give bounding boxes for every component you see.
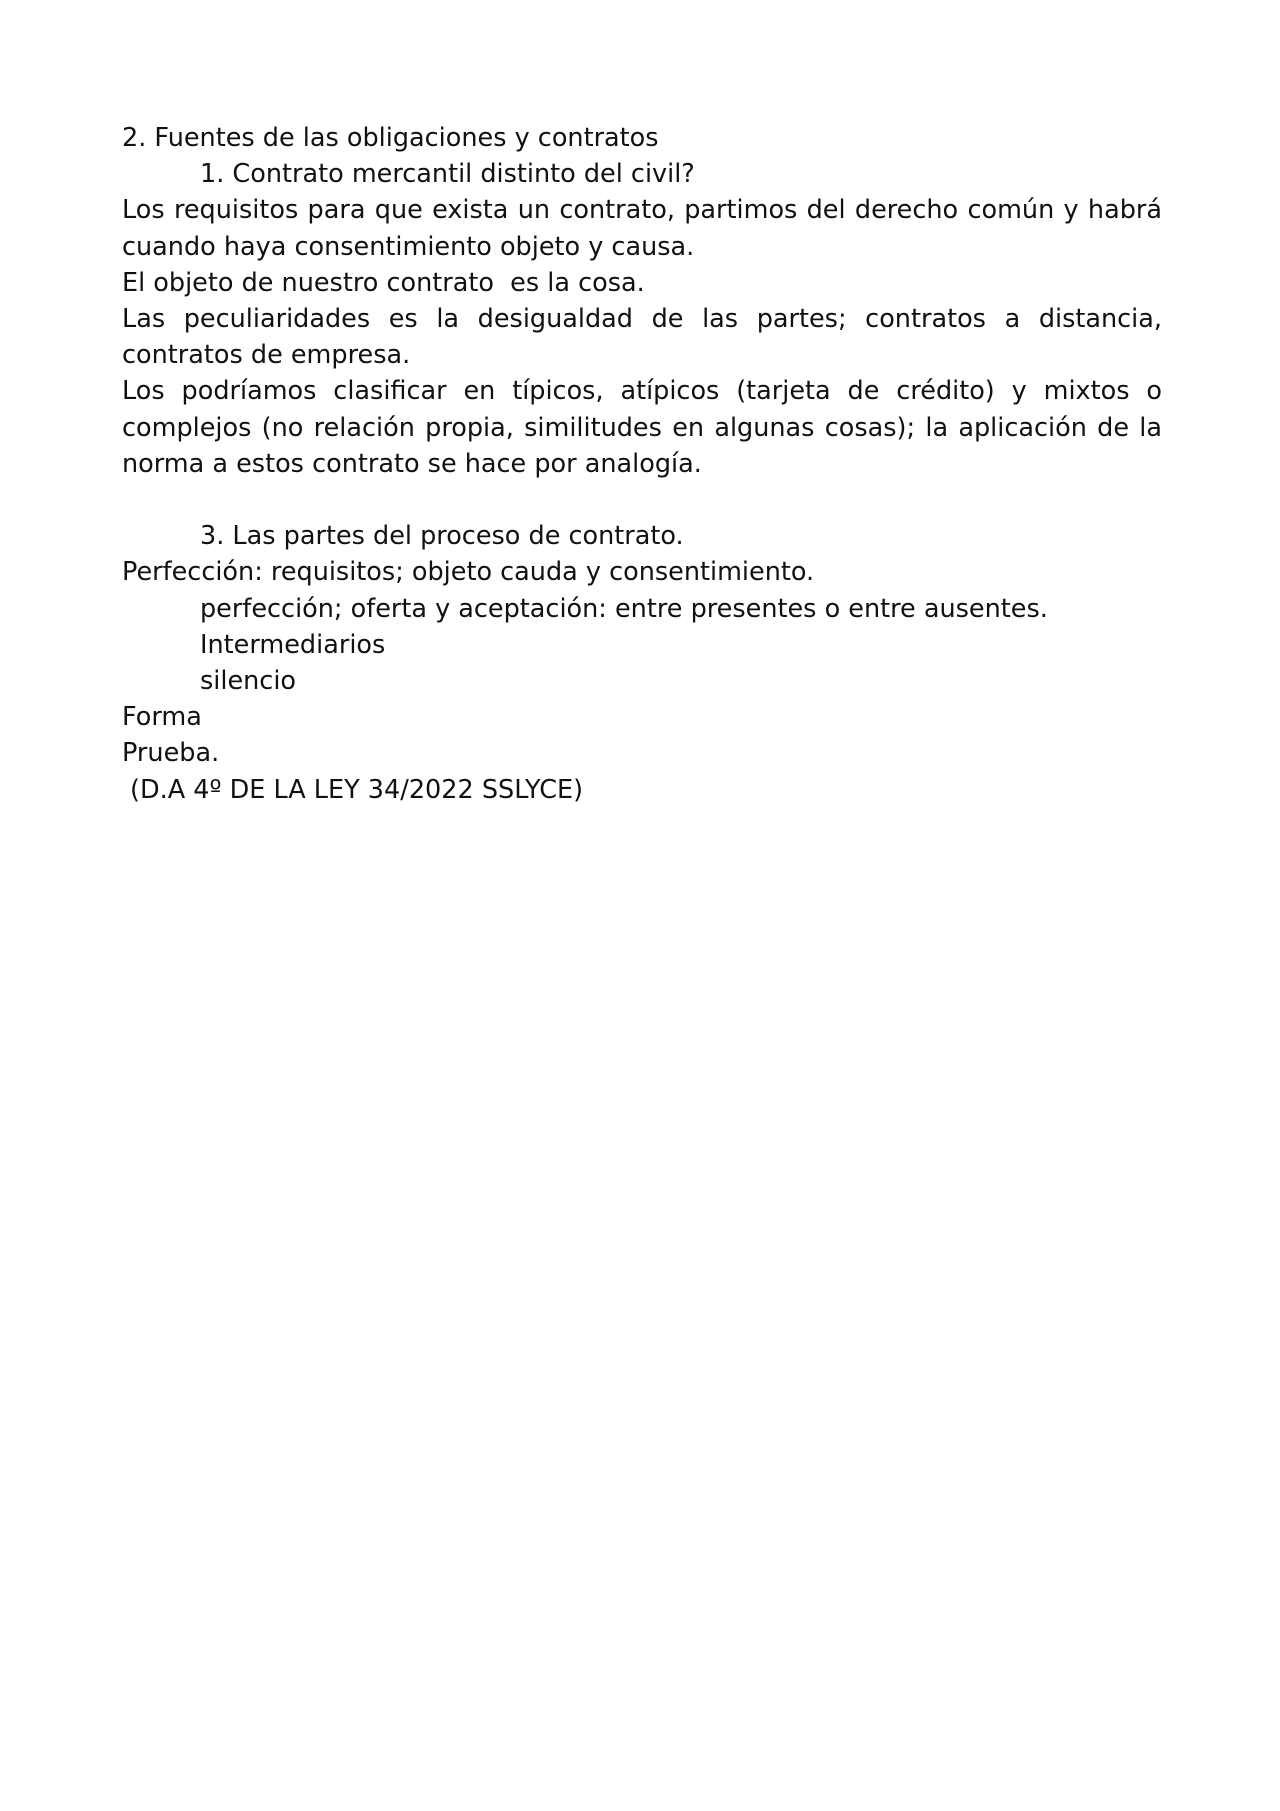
legal-reference: (D.A 4º DE LA LEY 34/2022 SSLYCE)	[130, 774, 584, 805]
sub-item-perfeccion: perfección; oferta y aceptación: entre presentes o entre ausentes.	[200, 593, 1048, 624]
paragraph-objeto: El objeto de nuestro contrato es la cosa.	[122, 267, 645, 298]
perfeccion-line: Perfección: requisitos; objeto cauda y consentimiento.	[122, 557, 815, 588]
item-prueba: Prueba.	[122, 738, 220, 769]
paragraph-clasificar: Los podríamos clasificar en típicos, atípicos (tarjeta de crédito) y mixtos o complejos (no relación propia, similitudes en algunas cosas); la aplicación de la norma a estos contrato se hace por analogía.	[122, 376, 1171, 479]
sub-item-intermediarios: Intermediarios	[200, 629, 386, 660]
blank-line	[122, 482, 1162, 518]
document-heading: 2. Fuentes de las obligaciones y contratos	[122, 123, 659, 153]
document-body	[122, 120, 1171, 808]
section-3-title: 3. Las partes del proceso de contrato.	[200, 521, 684, 552]
section-1-title: 1. Contrato mercantil distinto del civil?	[200, 159, 695, 190]
paragraph-peculiaridades: Las peculiaridades es la desigualdad de las partes; contratos a distancia, contratos de empresa.	[122, 304, 1171, 371]
paragraph-requisitos: Los requisitos para que exista un contrato, partimos del derecho común y habrá cuando haya consentimiento objeto y causa.	[122, 195, 1171, 262]
sub-item-silencio: silencio	[200, 666, 297, 697]
item-forma: Forma	[122, 702, 202, 733]
